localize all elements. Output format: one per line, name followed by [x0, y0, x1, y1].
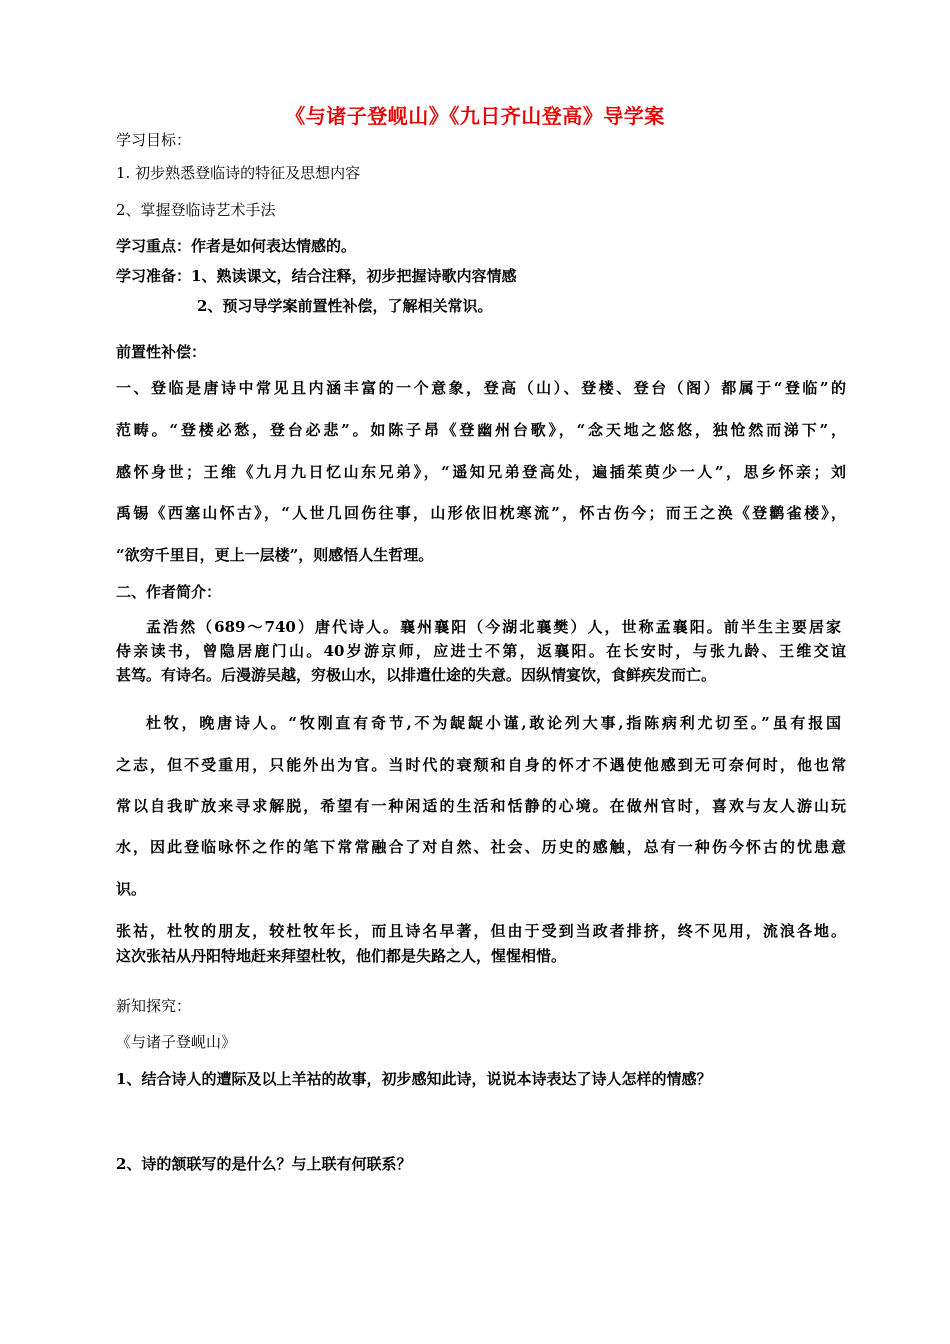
zhang-line: 张祜，杜牧的朋友，较杜牧年长，而且诗名早著，但由于受到当政者排挤，终不见用，流浪各地。	[116, 922, 846, 940]
meng-line: 甚笃。有诗名。后漫游吴越，穷极山水，以排遣仕途的失意。因纵情宴饮，食鲜疾发而亡。	[116, 666, 717, 684]
poem-title: 《与诸子登岘山》	[116, 1033, 237, 1051]
document-title: 《与诸子登岘山》《九日齐山登高》导学案	[285, 104, 665, 128]
du-line: 识。	[116, 880, 147, 898]
supplement-heading: 前置性补偿：	[116, 343, 207, 361]
section1-line: “欲穷千里目，更上一层楼”，则感悟人生哲理。	[116, 546, 434, 564]
section2-heading: 二、作者简介：	[116, 583, 222, 601]
objective-2: 2、掌握登临诗艺术手法	[116, 201, 276, 219]
explore-heading: 新知探究：	[116, 997, 192, 1015]
section1-line: 感怀身世；王维《九月九日忆山东兄弟》，“遥知兄弟登高处，遍插茱萸少一人”，思乡怀亲；刘	[116, 463, 846, 481]
meng-line: 孟浩然（689～740）唐代诗人。襄州襄阳（今湖北襄樊）人，世称孟襄阳。前半生主要居家	[146, 618, 841, 636]
objectives-heading: 学习目标：	[116, 131, 192, 149]
zhang-line: 这次张祜从丹阳特地赶来拜望杜牧，他们都是失路之人，惺惺相惜。	[116, 947, 567, 965]
key-point: 学习重点：作者是如何表达情感的。	[116, 237, 357, 255]
objective-1: 1. 初步熟悉登临诗的特征及思想内容	[116, 164, 361, 182]
prep-item-1: 学习准备：1、熟读课文，结合注释，初步把握诗歌内容情感	[116, 267, 517, 285]
section1-line: 范畴。“登楼必愁，登台必悲”。如陈子昂《登幽州台歌》，“念天地之悠悠，独怆然而涕下”，	[116, 421, 846, 439]
meng-line: 侍亲读书，曾隐居鹿门山。40岁游京师，应进士不第，返襄阳。在长安时，与张九龄、王维交谊	[116, 642, 846, 660]
question-1: 1、结合诗人的遭际及以上羊祜的故事，初步感知此诗，说说本诗表达了诗人怎样的情感？	[116, 1070, 712, 1088]
section1-line: 禹锡《西塞山怀古》，“人世几回伤往事，山形依旧枕寒流”，怀古伤今；而王之涣《登鹳雀楼》，	[116, 504, 846, 522]
prep-item-2: 2、预习导学案前置性补偿，了解相关常识。	[197, 297, 493, 315]
du-line: 常以自我旷放来寻求解脱，希望有一种闲适的生活和恬静的心境。在做州官时，喜欢与友人游山玩	[116, 797, 846, 815]
du-line: 水，因此登临咏怀之作的笔下常常融合了对自然、社会、历史的感触，总有一种伤今怀古的忧患意	[116, 838, 846, 856]
question-2: 2、诗的颔联写的是什么？与上联有何联系？	[116, 1155, 412, 1173]
section1-line: 一、登临是唐诗中常见且内涵丰富的一个意象，登高（山）、登楼、登台（阁）都属于“登临”的	[116, 379, 846, 397]
du-line: 之志，但不受重用，只能外出为官。当时代的衰颓和自身的怀才不遇使他感到无可奈何时，他也常	[116, 756, 846, 774]
du-line: 杜牧，晚唐诗人。“牧刚直有奇节,不为龊龊小谨,敢论列大事,指陈病利尤切至。”虽有报国	[146, 714, 841, 732]
